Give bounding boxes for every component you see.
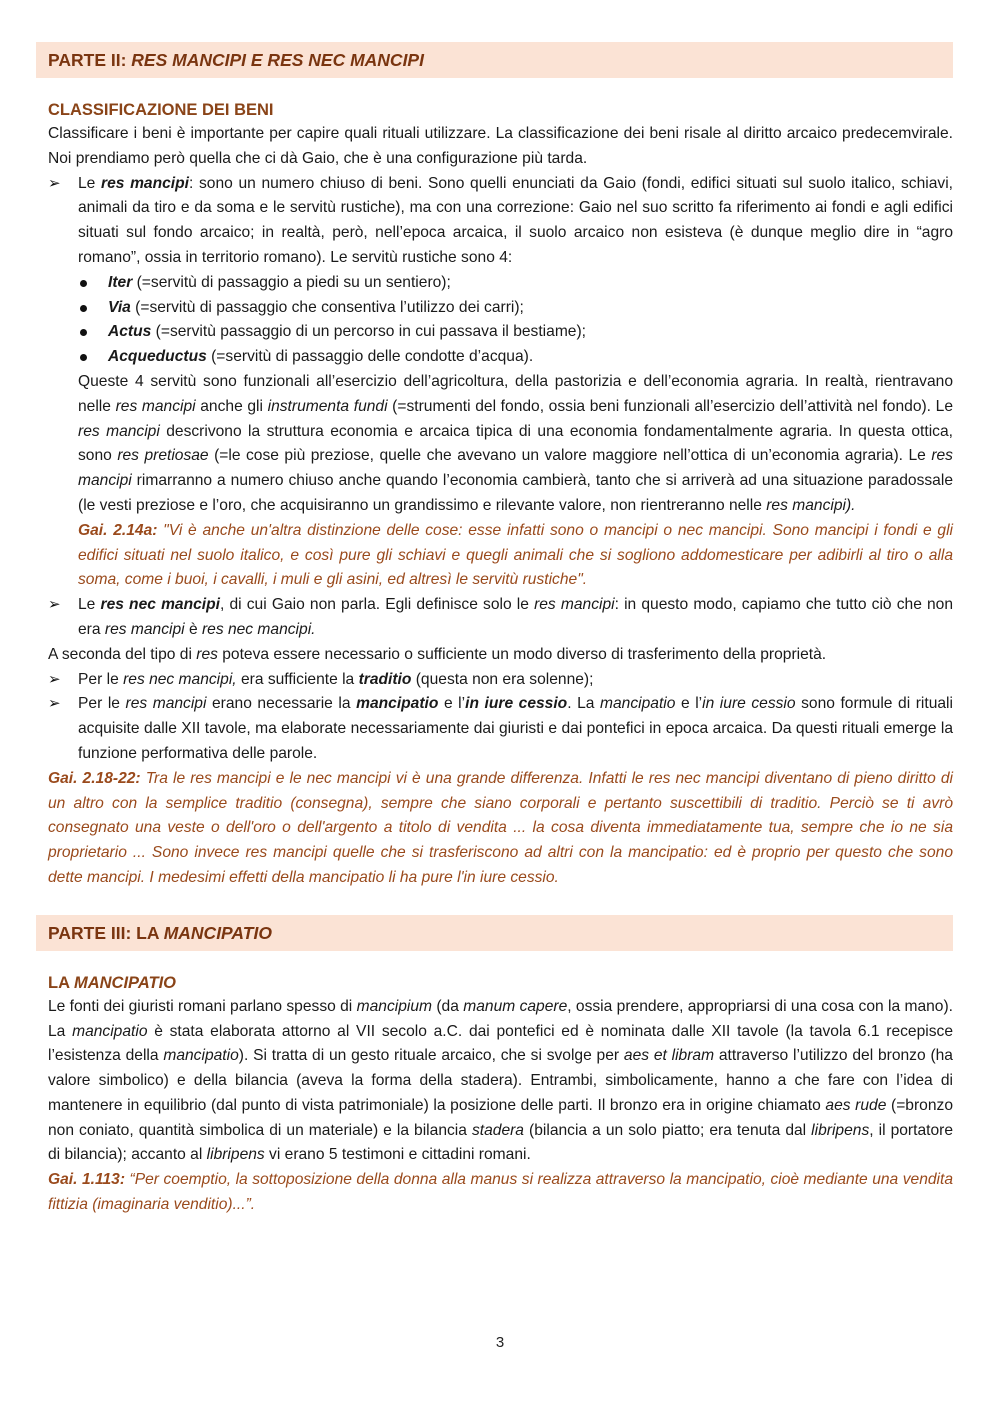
part-2-header-prefix: PARTE II: <box>48 50 132 70</box>
text-run: res nec mancipi. <box>201 620 316 638</box>
servitu-explanation-paragraph <box>78 370 953 519</box>
text-run: (bilancia a un solo piatto; era tenuta dal <box>523 1121 812 1139</box>
part-3-header-prefix: PARTE III: LA <box>48 922 164 943</box>
text-run: mancipatio <box>163 1047 239 1065</box>
text-run: Le <box>78 174 101 192</box>
servitu-term: Acqueductus <box>108 348 207 366</box>
term-res-mancipi: res mancipi <box>101 174 189 192</box>
text-run: anche gli <box>195 397 268 415</box>
text-run: stadera <box>471 1121 524 1139</box>
arrow-bullet-icon: ➢ <box>48 596 61 614</box>
servitu-desc: (=servitù di passaggio a piedi su un sentiero); <box>132 273 451 291</box>
text-run: erano necessarie la <box>206 695 357 713</box>
servitu-desc: (=servitù passaggio di un percorso in cui passava il bestiame); <box>151 323 587 341</box>
list-item-res-nec-mancipi <box>48 593 953 643</box>
text-run: , ossia prendere, appropriarsi di una cosa con la mano). La <box>48 997 954 1040</box>
res-nec-mancipi-paragraph <box>78 593 953 643</box>
bullet-dot-icon <box>80 305 87 312</box>
text-run: attraverso l’utilizzo del bronzo (ha valore simbolico) e della bilancia (aveva la forma della stadera). Entrambi, simbolicamente, hanno a che fare con l’idea di mantenere in equilibrio (dal punto di vista patrimoniale) la posizione delle parti. Il bronzo era in origine chiamato <box>48 1047 953 1114</box>
trasferimento-paragraph <box>48 643 953 668</box>
quote-text: “Per coemptio, la sottoposizione della donna alla manus si realizza attraverso la mancipatio, cioè mediante una vendita fittizia (imaginaria venditio)...”. <box>48 1171 954 1214</box>
servitu-text <box>108 271 953 296</box>
text-run: (da <box>432 997 464 1015</box>
text-run: e l’ <box>438 695 466 713</box>
servitu-item <box>78 345 953 370</box>
bullet-dot-icon <box>80 329 87 336</box>
text-run: res pretiosae <box>117 447 209 465</box>
text-run: aes et libram <box>623 1047 715 1065</box>
text-run: : in questo modo, capiamo che tutto ciò che non era <box>78 596 954 638</box>
text-run: (questa non era solenne); <box>411 670 594 688</box>
mancipatio-paragraph <box>78 692 953 766</box>
text-run: res mancipi <box>115 397 196 415</box>
text-run: mancipium <box>356 997 433 1015</box>
term-traditio: traditio <box>358 670 412 688</box>
text-run: instrumenta fundi <box>267 397 388 415</box>
servitu-desc: (=servitù di passaggio delle condotte d’acqua). <box>206 348 534 366</box>
servitu-desc: (=servitù di passaggio che consentiva l’utilizzo dei carri); <box>130 298 524 316</box>
text-run: (=bronzo non coniato, quantità simbolica di un materiale) e la bilancia <box>48 1096 953 1139</box>
arrow-bullet-icon: ➢ <box>48 174 61 192</box>
page-number: 3 <box>495 1334 505 1351</box>
servitu-item <box>78 320 953 345</box>
text-run: res mancipi <box>104 620 185 638</box>
part-2-header-title: RES MANCIPI E RES NEC MANCIPI <box>131 50 424 70</box>
gai-2-18-22-quote <box>48 767 953 891</box>
quote-text: "Vi è anche un'altra distinzione delle cose: esse infatti sono o mancipi o nec mancipi. Sono mancipi i fondi e gli edifici situati nel suolo italico, e così pure gli schiavi e quegli animali che si sogliono addomesticare per adibirli al tiro o alla soma, come i buoi, i cavalli, i muli e gli asini, ed altresì le servitù rustiche". <box>78 521 953 589</box>
text-run: , di cui Gaio non parla. Egli definisce solo le <box>220 596 535 614</box>
quote-reference: Gai. 2.18-22: <box>48 769 141 787</box>
text-run: Le <box>78 596 101 614</box>
arrow-bullet-icon: ➢ <box>48 670 61 688</box>
servitu-term: Iter <box>108 273 133 291</box>
text-run: è <box>184 620 202 638</box>
gai-2-14a-quote <box>78 519 953 593</box>
arrow-bullet-icon: ➢ <box>48 695 61 713</box>
text-run: : sono un numero chiuso di beni. Sono quelli enunciati da Gaio (fondi, edifici situati sul suolo italico, schiavi, animali da tiro e da soma e le servitù rustiche), ma con una correzione: Gaio nel suo scritto fa riferimento ai fondi e agli edifici situati sul fondo arcaico; in realtà, però, nell’epoca arcaica, il suolo arcaico non esisteva (è dunque meglio dire in “agro romano”, ossia in territorio romano). Le servitù rustiche sono 4: <box>78 174 953 266</box>
text-run: rimarranno a numero chiuso anche quando l’economia cambierà, tanto che si arriverà ad una situazione paradossale (le vesti preziose e l’oro, che acquisiranno un grandissimo e rilevante valore, non rientreranno nelle <box>78 472 953 514</box>
term-mancipatio: mancipatio <box>356 695 439 713</box>
traditio-paragraph <box>78 668 953 693</box>
text-run: aes rude <box>825 1096 887 1114</box>
section-spacer <box>48 891 953 915</box>
section-title-mancipatio <box>48 971 953 995</box>
servitu-text <box>108 345 953 370</box>
text-run: Le fonti dei giuristi romani parlano spesso di <box>48 997 357 1015</box>
text-run: libripens <box>206 1146 265 1164</box>
text-run: manum capere <box>463 997 568 1015</box>
servitu-term: Actus <box>108 323 152 341</box>
list-item-mancipatio <box>48 692 953 766</box>
text-run: in iure cessio <box>702 695 796 713</box>
text-run: A seconda del tipo di <box>48 645 197 663</box>
text-run: res mancipi <box>534 596 615 614</box>
bullet-dot-icon <box>80 354 87 361</box>
quote-reference: Gai. 1.113: <box>48 1171 126 1189</box>
servitu-list <box>78 271 953 370</box>
text-run: mancipatio <box>72 1022 148 1040</box>
text-run: res mancipi <box>125 695 207 713</box>
res-mancipi-paragraph <box>78 172 953 271</box>
quote-reference: Gai. 2.14a: <box>78 521 158 539</box>
section-title-term: MANCIPATIO <box>73 973 177 992</box>
gai-1-113-quote <box>48 1168 953 1218</box>
text-run: libripens <box>811 1121 870 1139</box>
intro-paragraph: Classificare i beni è importante per capire quali rituali utilizzare. La classificazione dei beni risale al diritto arcaico predecemvirale. Noi prendiamo però quella che ci dà Gaio, che è una configurazione più tarda. <box>48 125 953 167</box>
part-3-header <box>36 915 953 951</box>
text-run: descrivono la struttura economia e arcaica tipica di una economia fondamentalmente agraria. In questa ottica, sono <box>78 422 953 465</box>
text-run: poteva essere necessario o sufficiente un modo diverso di trasferimento della proprietà. <box>217 645 827 663</box>
servitu-text <box>108 296 953 321</box>
part-2-header <box>36 42 953 78</box>
text-run: Per le <box>78 695 126 713</box>
text-run: Queste 4 servitù sono funzionali all’esercizio dell’agricoltura, della pastorizia e dell’economia agraria. In realtà, rientravano nelle <box>78 372 953 415</box>
res-list <box>48 172 953 643</box>
servitu-term: Via <box>108 298 131 316</box>
quote-text: Tra le res mancipi e le nec mancipi vi è una grande differenza. Infatti le res nec mancipi diventano di pieno diritto di un altro con la semplice traditio (consegna), sempre che siano corporali e pertanto suscettibili di traditio. Perciò se ti avrò consegnato una veste o dell'oro o dell'argento a titolo di vendita ... la cosa diventa immediatamente tua, sempre che io ne sia proprietario ... Sono invece res mancipi quelle che si trasferiscono ad altri con la mancipatio: ed è proprio per questo che sono dette mancipi. I medesimi effetti della mancipatio li ha pure l'in iure cessio. <box>48 769 953 886</box>
text-run: era sufficiente la <box>236 670 359 688</box>
part-3-header-title: MANCIPATIO <box>163 922 272 943</box>
text-run: (=le cose più preziose, quelle che avevano un valore maggiore nell’ottica di un’economia agraria). Le <box>208 447 932 465</box>
text-run: sono formule di rituali acquisite dalle XII tavole, ma elaborate necessariamente dai giuristi e dai pontefici in epoca arcaica. Da questi rituali emerge la funzione performativa delle parole. <box>78 695 953 762</box>
bullet-dot-icon <box>80 280 87 287</box>
term-res-nec-mancipi: res nec mancipi <box>100 596 220 614</box>
section-title-prefix: LA <box>48 973 74 992</box>
text-run: ). Si tratta di un gesto rituale arcaico, che si svolge per <box>238 1047 624 1065</box>
text-run: res <box>196 645 218 663</box>
servitu-item <box>78 271 953 296</box>
text-run: . La <box>567 695 600 713</box>
term-in-iure-cessio: in iure cessio <box>465 695 568 713</box>
list-item-traditio <box>48 668 953 693</box>
mancipatio-body-paragraph <box>48 995 953 1169</box>
text-run: è stata elaborata attorno al VII secolo a.C. dai pontefici ed è nominata dalle XII tavole (la tavola 6.1 recepisce l’esistenza della <box>48 1022 953 1065</box>
text-run: (=strumenti del fondo, ossia beni funzionali all’esercizio dell’attività nel fondo). Le <box>387 397 953 415</box>
text-run: e l’ <box>675 695 703 713</box>
text-run: Per le <box>78 670 124 688</box>
text-run: mancipatio <box>600 695 676 713</box>
text-run: res mancipi <box>78 422 160 440</box>
section-title-classificazione: CLASSIFICAZIONE DEI BENI <box>48 101 274 119</box>
text-run: res nec mancipi, <box>123 670 237 688</box>
list-item-res-mancipi <box>48 172 953 594</box>
trasferimento-list <box>48 668 953 767</box>
servitu-text <box>108 320 953 345</box>
text-run: , il portatore di bilancia); accanto al <box>48 1121 953 1164</box>
page-content <box>48 42 953 1218</box>
text-run: res mancipi <box>78 447 953 490</box>
text-run: res mancipi). <box>766 496 856 514</box>
servitu-item <box>78 296 953 321</box>
text-run: vi erano 5 testimoni e cittadini romani. <box>264 1146 531 1164</box>
